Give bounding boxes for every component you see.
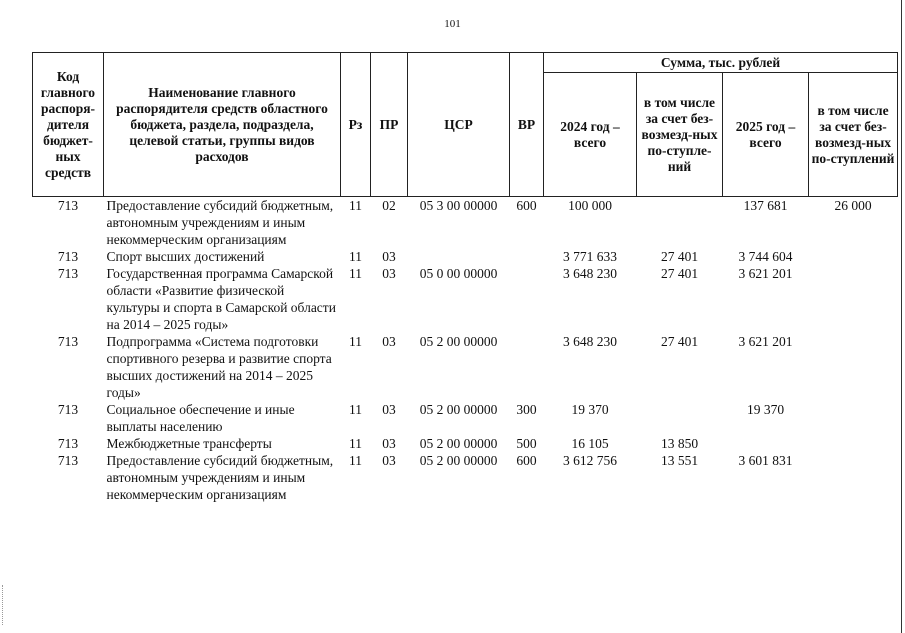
cell-2024-total: 16 105 (571, 436, 609, 451)
cell-vr: 500 (516, 436, 537, 451)
header-vr: ВР (510, 53, 544, 197)
cell-csr: 05 0 00 00000 (419, 266, 498, 281)
cell-vr: 300 (516, 402, 537, 417)
cell-code: 713 (57, 453, 79, 468)
cell-csr: 05 3 00 00000 (419, 198, 498, 213)
cell-pr: 03 (382, 436, 396, 451)
cell-vr (510, 265, 544, 333)
cell-pr: 03 (382, 249, 396, 264)
cell-csr: 05 2 00 00000 (419, 334, 498, 349)
cell-2025-total: 19 370 (746, 402, 785, 417)
cell-2025-free (809, 265, 898, 333)
header-2025-free: в том числе за счет без-возмезд-ных по-ступлений (809, 73, 898, 197)
cell-csr: 05 2 00 00000 (419, 453, 498, 468)
cell-2024-free: 13 850 (660, 436, 699, 451)
header-rz: Рз (341, 53, 371, 197)
cell-2024-free: 27 401 (660, 266, 699, 281)
cell-2024-free: 27 401 (660, 249, 699, 264)
cell-csr: 05 2 00 00000 (419, 402, 498, 417)
cell-pr: 03 (382, 453, 396, 468)
cell-2024-total: 3 648 230 (563, 266, 617, 281)
cell-rz: 11 (349, 334, 362, 349)
cell-code: 713 (57, 198, 79, 213)
cell-vr (510, 248, 544, 265)
scan-artifact (2, 585, 4, 625)
cell-2025-free (809, 401, 898, 435)
cell-2025-total: 3 621 201 (738, 334, 793, 349)
cell-name: Межбюджетные трансферты (106, 436, 272, 451)
cell-rz: 11 (349, 249, 362, 264)
page-number: 101 (444, 18, 461, 30)
cell-vr: 600 (516, 198, 537, 213)
cell-name: Предоставление субсидий бюджетным, автономным учреждениям и иным некоммерческим организациям (106, 453, 334, 502)
cell-name: Предоставление субсидий бюджетным, автономным учреждениям и иным некоммерческим организациям (106, 198, 334, 247)
cell-rz: 11 (349, 198, 362, 213)
cell-rz: 11 (349, 436, 362, 451)
header-pr: ПР (371, 53, 408, 197)
cell-2024-free (637, 401, 723, 435)
cell-name: Спорт высших достижений (106, 249, 265, 264)
header-2024-free: в том числе за счет без-возмезд-ных по-ступле-ний (637, 73, 723, 197)
cell-2024-total: 3 771 633 (563, 249, 617, 264)
cell-pr: 03 (382, 266, 396, 281)
table-row (33, 333, 898, 401)
cell-2024-free: 27 401 (660, 334, 699, 349)
cell-2025-free (809, 248, 898, 265)
cell-code: 713 (57, 266, 79, 281)
cell-2025-free (809, 333, 898, 401)
table-row (33, 248, 898, 265)
cell-vr (510, 333, 544, 401)
table-row (33, 401, 898, 435)
table-row (33, 197, 898, 249)
table-row (33, 435, 898, 452)
cell-2025-total (723, 435, 809, 452)
cell-2025-total: 3 601 831 (738, 453, 793, 468)
cell-code: 713 (57, 436, 79, 451)
cell-2024-free: 13 551 (660, 453, 699, 468)
page-edge-line (901, 0, 902, 633)
cell-code: 713 (57, 402, 79, 417)
cell-name: Социальное обеспечение и иные выплаты населению (106, 402, 295, 434)
cell-2025-free: 26 000 (834, 198, 872, 213)
table-row (33, 265, 898, 333)
cell-2025-free (809, 452, 898, 503)
cell-2024-total: 3 648 230 (563, 334, 617, 349)
cell-code: 713 (57, 334, 79, 349)
cell-2025-total: 3 621 201 (738, 266, 793, 281)
cell-pr: 03 (382, 402, 396, 417)
cell-rz: 11 (349, 453, 362, 468)
header-row-1 (33, 53, 898, 73)
cell-name: Подпрограмма «Система подготовки спортивного резерва и развитие спорта высших достижений на 2014 – 2025 годы» (106, 334, 332, 400)
cell-2025-total: 3 744 604 (738, 249, 793, 264)
header-2025-total: 2025 год – всего (723, 73, 809, 197)
cell-rz: 11 (349, 266, 362, 281)
cell-code: 713 (57, 249, 79, 264)
cell-2025-total: 137 681 (743, 198, 788, 213)
header-2024-total: 2024 год – всего (544, 73, 637, 197)
cell-vr: 600 (516, 453, 537, 468)
cell-pr: 02 (382, 198, 396, 213)
cell-2024-total: 3 612 756 (563, 453, 617, 468)
cell-csr: 05 2 00 00000 (419, 436, 498, 451)
header-name: Наименование главного распорядителя средств областного бюджета, раздела, подраздела, целевой статьи, группы видов расходов (104, 53, 341, 197)
cell-2025-free (809, 435, 898, 452)
cell-2024-total: 19 370 (571, 402, 609, 417)
cell-2024-total: 100 000 (568, 198, 612, 213)
cell-pr: 03 (382, 334, 396, 349)
cell-name: Государственная программа Самарской области «Развитие физической культуры и спорта в Самарской области на 2014 – 2025 годы» (106, 266, 336, 332)
cell-2024-free (637, 197, 723, 249)
header-sum-group: Сумма, тыс. рублей (544, 53, 898, 73)
budget-table (32, 52, 898, 503)
header-csr: ЦСР (408, 53, 510, 197)
cell-rz: 11 (349, 402, 362, 417)
header-code: Код главного распоря-дителя бюджет-ных средств (33, 53, 104, 197)
table-row (33, 452, 898, 503)
cell-csr (408, 248, 510, 265)
